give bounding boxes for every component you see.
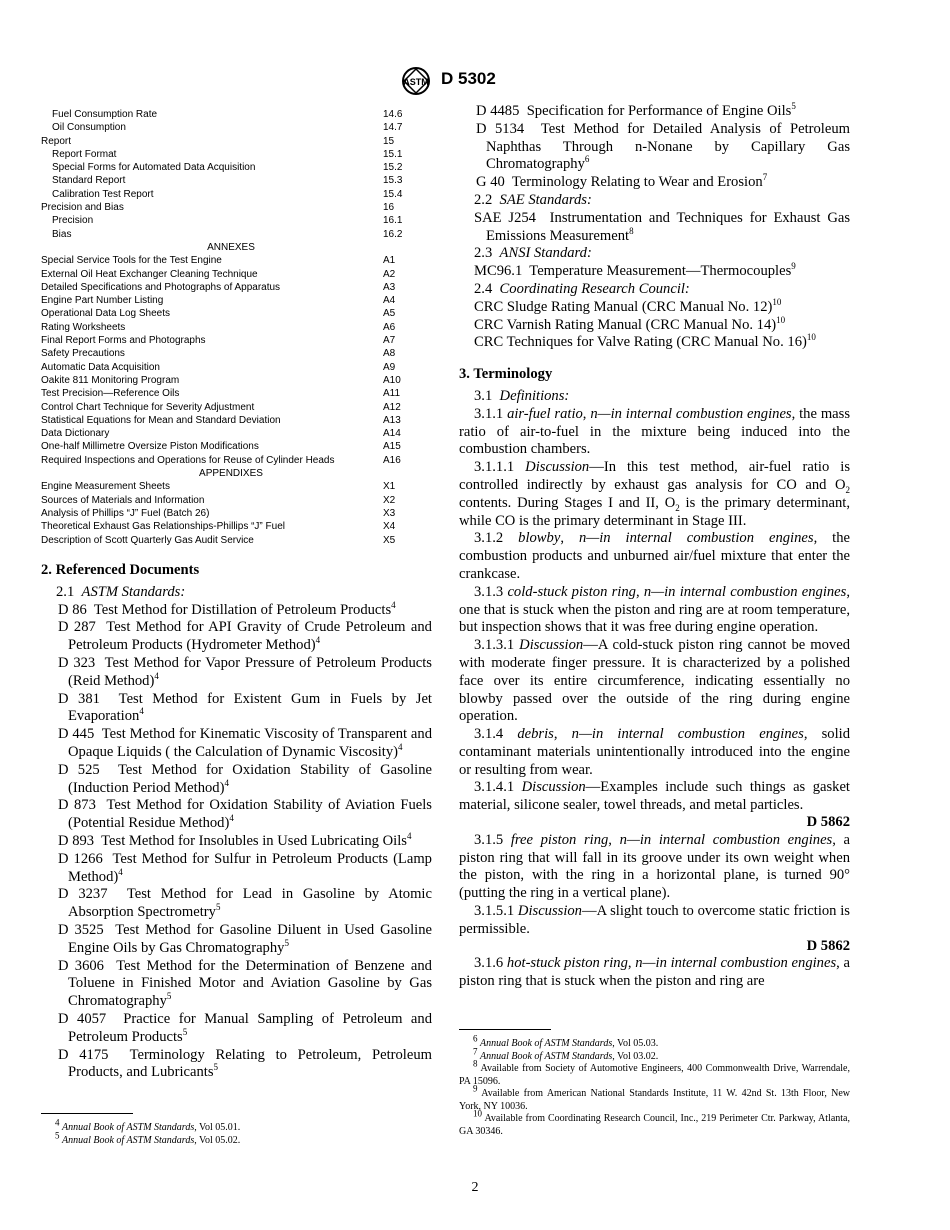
toc-label: APPENDIXES bbox=[199, 468, 263, 480]
footnote-text: Available from American National Standards Institute, 11 W. 42nd St. 13th Floor, New York, NY 10036. bbox=[459, 1088, 850, 1112]
toc-row bbox=[41, 507, 421, 520]
toc-number: 16.2 bbox=[383, 228, 403, 240]
reference-title: Test Method for Detailed Analysis of Petroleum Naphthas Through n-Nonane by Capillary Gas Chromatography bbox=[486, 120, 850, 173]
definition-paragraph bbox=[459, 637, 850, 726]
definition-text: , the mass ratio of air-to-fuel in the mixture being induced into the combustion chambers. bbox=[459, 405, 851, 458]
toc-number: 14.6 bbox=[383, 109, 403, 120]
footnote-mark: 5 bbox=[791, 101, 796, 112]
footnote-mark: 5 bbox=[182, 1026, 188, 1037]
reference-title: Practice for Manual Sampling of Petroleum and Petroleum Products bbox=[68, 1010, 433, 1045]
toc-row bbox=[41, 454, 421, 467]
toc-number: A1 bbox=[383, 255, 396, 267]
footnote-text: Annual Book of ASTM Standards bbox=[62, 1122, 195, 1133]
toc-number: A8 bbox=[383, 348, 396, 360]
toc-row bbox=[41, 480, 421, 493]
footnote-text: Available from Coordinating Research Council, Inc., 219 Perimeter Ctr. Parkway, Atlanta, GA 30346. bbox=[459, 1113, 850, 1137]
toc-label: Standard Report bbox=[52, 175, 126, 187]
paragraph-number: 3.1.3.1 bbox=[474, 637, 515, 654]
toc-number: 15.2 bbox=[383, 162, 403, 174]
toc-number: A6 bbox=[383, 321, 396, 333]
toc-row bbox=[41, 188, 421, 201]
reference-title: Test Method for API Gravity of Crude Petroleum and Petroleum Products (Hydrometer Method) bbox=[68, 619, 432, 654]
reference-title: Specification for Performance of Engine Oils bbox=[526, 103, 792, 119]
subsection-heading-ansi: 2.3 ANSI Standard: bbox=[474, 245, 592, 262]
toc-label: One-half Millimetre Oversize Piston Modifications bbox=[41, 441, 259, 453]
footnote-mark: 5 bbox=[284, 937, 289, 948]
section-title-terminology: 3. Terminology bbox=[459, 366, 553, 383]
toc-number: X2 bbox=[383, 494, 396, 506]
term-qualifier: , n—in internal combustion engines bbox=[582, 405, 792, 422]
toc-label: External Oil Heat Exchanger Cleaning Technique bbox=[41, 268, 258, 280]
toc-label: Test Precision—Reference Oils bbox=[41, 388, 180, 400]
reference-list-continued bbox=[459, 103, 850, 192]
definition-paragraph bbox=[459, 530, 850, 583]
reference-item bbox=[41, 691, 432, 727]
toc-number: A16 bbox=[383, 454, 401, 466]
crc-item bbox=[459, 334, 850, 352]
toc-number: A10 bbox=[383, 374, 401, 386]
toc-label: Report Format bbox=[52, 148, 117, 160]
definition-paragraph bbox=[459, 903, 850, 939]
toc-label: Oakite 811 Monitoring Program bbox=[41, 374, 180, 386]
definition-text: , a piston ring that is stuck when the piston and ring are bbox=[459, 955, 850, 990]
toc-row bbox=[41, 374, 421, 387]
toc-label: Calibration Test Report bbox=[52, 188, 154, 200]
paragraph-number: 3.1.3 bbox=[474, 583, 504, 600]
definitions-heading: 3.1 Definitions: bbox=[474, 387, 570, 404]
paragraph-number: 3.1.2 bbox=[474, 530, 504, 547]
toc-label: Special Service Tools for the Test Engine bbox=[41, 255, 222, 267]
astm-logo-icon bbox=[399, 66, 433, 96]
toc-number: A12 bbox=[383, 401, 401, 413]
definition-paragraph bbox=[459, 726, 850, 779]
right-column bbox=[459, 103, 850, 991]
reference-code: D 4485 bbox=[476, 103, 520, 119]
toc-label: Statistical Equations for Mean and Standard Deviation bbox=[41, 414, 281, 426]
toc-row bbox=[41, 387, 421, 400]
reference-code: D 1266 bbox=[58, 850, 103, 867]
crc-title: CRC Varnish Rating Manual (CRC Manual No. 14) bbox=[474, 316, 777, 333]
toc-label: Final Report Forms and Photographs bbox=[41, 335, 206, 347]
crc-item bbox=[459, 296, 850, 317]
toc-row bbox=[41, 334, 421, 347]
toc-label: Required Inspections and Operations for Reuse of Cylinder Heads bbox=[41, 454, 335, 466]
footnote bbox=[459, 1108, 850, 1138]
footnote-tail: , Vol 03.02. bbox=[612, 1050, 659, 1062]
toc-number: A9 bbox=[383, 361, 396, 373]
footnote-number: 10 bbox=[473, 1108, 482, 1119]
toc-label: Oil Consumption bbox=[52, 122, 126, 134]
toc-row bbox=[41, 321, 421, 334]
toc-label: Sources of Materials and Information bbox=[41, 494, 205, 506]
paragraph-number: 3.1.1 bbox=[474, 405, 504, 422]
toc-number: A11 bbox=[383, 388, 401, 400]
reference-item bbox=[41, 619, 432, 655]
discussion-label: Discussion bbox=[517, 903, 582, 920]
reference-title: Test Method for Existent Gum in Fuels by Jet Evaporation bbox=[68, 690, 432, 725]
reference-code: D 873 bbox=[58, 797, 96, 814]
reference-title: Test Method for Oxidation Stability of Aviation Fuels (Potential Residue Method) bbox=[68, 797, 432, 832]
svg-text:ASTM: ASTM bbox=[403, 77, 429, 87]
footnote-mark: 6 bbox=[584, 154, 590, 165]
toc-row bbox=[41, 520, 421, 533]
toc-number: A4 bbox=[383, 295, 396, 307]
footnote-text: Annual Book of ASTM Standards bbox=[62, 1134, 195, 1146]
discussion-label: Discussion bbox=[519, 637, 584, 654]
reference-code: D 323 bbox=[58, 654, 96, 671]
footnote-mark: 5 bbox=[215, 902, 221, 913]
footnote-number: 8 bbox=[473, 1058, 478, 1069]
definitions-list bbox=[459, 406, 850, 991]
footnote-tail: , Vol 05.02. bbox=[194, 1134, 241, 1146]
reference-item bbox=[41, 958, 432, 1011]
footnote-mark: 4 bbox=[224, 777, 229, 788]
reference-code: D 5134 bbox=[476, 120, 525, 137]
reference-code: D 893 bbox=[58, 832, 95, 849]
reference-code: D 86 bbox=[58, 601, 87, 618]
footnote-number: 5 bbox=[55, 1130, 60, 1141]
footnote-tail: , Vol 05.01. bbox=[194, 1122, 241, 1133]
footnote bbox=[459, 1058, 850, 1088]
footnote-mark: 5 bbox=[166, 991, 172, 1002]
discussion-label: Discussion bbox=[525, 459, 590, 476]
definition-paragraph bbox=[459, 955, 850, 991]
toc-label: Analysis of Phillips “J” Fuel (Batch 26) bbox=[41, 507, 210, 519]
toc-label: Engine Measurement Sheets bbox=[41, 481, 170, 493]
ansi-reference: MC96.1 Temperature Measurement—Thermocouples$^9$ bbox=[474, 261, 796, 280]
toc-row bbox=[41, 121, 421, 134]
crc-title: CRC Sludge Rating Manual (CRC Manual No. 12) bbox=[474, 298, 773, 315]
reference-code: D 4175 bbox=[58, 1046, 109, 1063]
reference-item bbox=[41, 726, 432, 762]
toc-label: Rating Worksheets bbox=[41, 321, 126, 333]
toc-heading bbox=[41, 467, 421, 480]
toc-number: 16 bbox=[383, 202, 395, 214]
reference-title: Test Method for Vapor Pressure of Petroleum Products (Reid Method) bbox=[68, 654, 432, 689]
toc-label: Data Dictionary bbox=[41, 428, 110, 440]
paragraph-number: 3.1.4 bbox=[474, 726, 504, 743]
toc-row bbox=[41, 440, 421, 453]
definition-paragraph bbox=[459, 832, 850, 903]
toc-row bbox=[41, 347, 421, 360]
reference-item bbox=[41, 851, 432, 887]
toc-row bbox=[41, 135, 421, 148]
subsection-heading: 2.1 ASTM Standards: bbox=[56, 583, 186, 600]
footnote-mark: 4 bbox=[154, 670, 159, 681]
toc-label: Bias bbox=[52, 228, 72, 240]
footnote bbox=[41, 1130, 432, 1148]
toc-label: Engine Part Number Listing bbox=[41, 295, 164, 307]
reference-code: D 3237 bbox=[58, 886, 108, 903]
reference-item bbox=[41, 797, 432, 833]
term-qualifier: , n—in internal combustion engines bbox=[553, 726, 804, 743]
definition-text: , solid contaminant materials unintentionally introduced into the engine or resulting from wear. bbox=[459, 726, 850, 778]
toc-label: Control Chart Technique for Severity Adjustment bbox=[41, 401, 255, 413]
toc-number: 16.1 bbox=[383, 215, 403, 227]
toc-number: 15 bbox=[383, 135, 395, 147]
toc-number: X4 bbox=[383, 521, 396, 533]
footnote-mark: 4 bbox=[391, 599, 396, 610]
crc-reference-list bbox=[459, 296, 850, 352]
document-id: D 5302 bbox=[441, 69, 496, 88]
defined-term: cold-stuck piston ring bbox=[507, 583, 636, 600]
defined-term: blowby bbox=[518, 530, 561, 547]
toc-row bbox=[41, 294, 421, 307]
footnote bbox=[459, 1046, 850, 1064]
sae-reference: SAE J254 Instrumentation and Techniques for Exhaust Gas Emissions Measurement$^8$ bbox=[474, 209, 851, 244]
footnote-mark: 4 bbox=[397, 742, 403, 753]
footnote-text: Available from Society of Automotive Engineers, 400 Commonwealth Drive, Warrendale, PA 15096. bbox=[459, 1063, 850, 1087]
definition-paragraph bbox=[459, 459, 850, 530]
toc-row bbox=[41, 361, 421, 374]
left-column bbox=[41, 556, 432, 1082]
reference-item bbox=[41, 886, 432, 922]
toc-label: ANNEXES bbox=[207, 241, 255, 253]
reference-item bbox=[41, 1047, 432, 1083]
paragraph-number: 3.1.5 bbox=[474, 831, 504, 848]
definition-text: , a piston ring that will fall in its groove under its own weight when the piston, with the ring in a horizontal plane, is turned 90° (putting the ring in a vertical plane). bbox=[459, 831, 851, 902]
term-qualifier: , n—in internal combustion engines bbox=[560, 530, 814, 547]
toc-row bbox=[41, 401, 421, 414]
reference-code: D 3606 bbox=[58, 957, 104, 974]
reference-code: D 445 bbox=[58, 726, 95, 743]
subsection-heading-sae: 2.2 SAE Standards: bbox=[474, 191, 592, 208]
reference-item bbox=[459, 103, 850, 121]
toc-row bbox=[41, 427, 421, 440]
reference-code: D 381 bbox=[58, 690, 100, 707]
toc-number: A3 bbox=[383, 281, 396, 293]
footnote-mark: 4 bbox=[315, 635, 321, 646]
term-qualifier: , n—in internal combustion engines bbox=[608, 831, 833, 848]
toc-label: Report bbox=[41, 135, 72, 147]
toc-row bbox=[41, 414, 421, 427]
reference-item bbox=[41, 833, 432, 851]
paragraph-number: 3.1.1.1 bbox=[474, 459, 515, 476]
toc-label: Safety Precautions bbox=[41, 348, 125, 360]
toc-number: 15.4 bbox=[383, 188, 403, 200]
toc-row bbox=[41, 494, 421, 507]
toc-row bbox=[41, 228, 421, 241]
discussion-text: —In this test method, air-fuel ratio is controlled indirectly by exhaust gas analysis for CO and $O_2$ contents. During Stages I and II, $O_2$ is the primary determinant, while CO is the primary determinant in Stage III. bbox=[459, 459, 850, 529]
reference-title: Test Method for the Determination of Benzene and Toluene in Finished Motor and Aviation Gasoline by Gas Chromatography bbox=[68, 957, 432, 1010]
toc-number: A5 bbox=[383, 308, 396, 320]
footnote-number: 9 bbox=[473, 1083, 478, 1094]
definition-paragraph bbox=[459, 584, 850, 637]
toc-number: X5 bbox=[383, 534, 396, 546]
footnote-number: 7 bbox=[473, 1046, 478, 1057]
crc-item bbox=[459, 314, 850, 335]
footnote-number: 4 bbox=[55, 1117, 60, 1128]
paragraph-number: 3.1.5.1 bbox=[474, 903, 515, 920]
toc-label: Description of Scott Quarterly Gas Audit Service bbox=[41, 534, 254, 546]
crc-title: CRC Techniques for Valve Rating (CRC Manual No. 16) bbox=[474, 334, 807, 351]
term-qualifier: , n—in internal combustion engines bbox=[635, 583, 847, 600]
footnote-text: Annual Book of ASTM Standards bbox=[480, 1038, 613, 1049]
reference-title: Test Method for Distillation of Petroleum Products bbox=[93, 601, 392, 618]
toc-row bbox=[41, 268, 421, 281]
paragraph-number: 3.1.4.1 bbox=[474, 779, 515, 796]
reference-item bbox=[41, 655, 432, 691]
footnote-mark: 4 bbox=[229, 813, 234, 824]
reference-code: D 4057 bbox=[58, 1010, 107, 1027]
toc-row bbox=[41, 307, 421, 320]
toc-label: Precision and Bias bbox=[41, 202, 124, 214]
footnote-divider-right bbox=[459, 1029, 551, 1030]
reference-title: Test Method for Oxidation Stability of Gasoline (Induction Period Method) bbox=[68, 761, 432, 796]
subsection-heading-crc: 2.4 Coordinating Research Council: bbox=[474, 280, 690, 297]
reference-title: Test Method for Kinematic Viscosity of Transparent and Opaque Liquids ( the Calculation of Dynamic Viscosity) bbox=[68, 726, 432, 760]
reference-code: G 40 bbox=[476, 174, 505, 191]
reference-item bbox=[41, 599, 432, 620]
toc-label: Operational Data Log Sheets bbox=[41, 308, 170, 320]
reference-code: D 3525 bbox=[58, 921, 104, 938]
toc-label: Special Forms for Automated Data Acquisition bbox=[52, 162, 256, 174]
footnotes-right bbox=[459, 1033, 850, 1138]
defined-term: debris bbox=[517, 726, 554, 743]
toc-number: 15.1 bbox=[383, 148, 403, 160]
discussion-text: —Examples include such things as gasket material, silicone sealer, towel threads, and metal particles. bbox=[459, 779, 850, 814]
footnote bbox=[459, 1083, 850, 1113]
footnote-mark: 4 bbox=[139, 706, 144, 717]
definition-text: , one that is stuck when the piston and ring are at room temperature, but inspection shows that it was free during engine operation. bbox=[459, 583, 850, 636]
toc-label: Theoretical Exhaust Gas Relationships-Phillips “J” Fuel bbox=[41, 521, 285, 533]
reference-code: D 525 bbox=[58, 761, 100, 778]
reference-title: Test Method for Insolubles in Used Lubricating Oils bbox=[101, 832, 407, 849]
toc-number: A13 bbox=[383, 414, 401, 426]
source-reference: D 5862 bbox=[806, 814, 850, 831]
toc-row bbox=[41, 254, 421, 267]
toc-number: 15.3 bbox=[383, 175, 403, 187]
section-title: 2. Referenced Documents bbox=[41, 562, 200, 578]
toc-label: Automatic Data Acquisition bbox=[41, 361, 160, 373]
toc-number: A14 bbox=[383, 428, 401, 440]
discussion-label: Discussion bbox=[521, 779, 586, 796]
toc-heading bbox=[41, 241, 421, 254]
toc-label: Detailed Specifications and Photographs of Apparatus bbox=[41, 281, 281, 293]
definition-text: , the combustion products and unburned air/fuel mixture that enter the crankcase. bbox=[459, 530, 851, 582]
definition-paragraph bbox=[459, 406, 850, 459]
reference-list bbox=[41, 599, 433, 1083]
reference-title: Test Method for Gasoline Diluent in Used Gasoline Engine Oils by Gas Chromatography bbox=[68, 921, 432, 956]
toc-label: Fuel Consumption Rate bbox=[52, 109, 158, 120]
toc-number: A2 bbox=[383, 268, 396, 280]
toc-row bbox=[41, 161, 421, 174]
footnote-mark: 10 bbox=[806, 332, 816, 343]
reference-item bbox=[459, 121, 850, 174]
toc-number: 14.7 bbox=[383, 122, 403, 134]
toc-row bbox=[41, 201, 421, 214]
toc-row bbox=[41, 281, 421, 294]
toc-row bbox=[41, 534, 421, 547]
toc-label: Precision bbox=[52, 215, 94, 227]
footnote-number: 6 bbox=[473, 1033, 478, 1044]
defined-term: hot-stuck piston ring bbox=[506, 955, 628, 972]
toc-row bbox=[41, 214, 421, 227]
paragraph-number: 3.1.6 bbox=[474, 955, 504, 972]
reference-title: Terminology Relating to Wear and Erosion bbox=[511, 174, 763, 191]
reference-item bbox=[41, 922, 432, 958]
reference-code: D 287 bbox=[58, 619, 96, 636]
source-reference: D 5862 bbox=[806, 937, 850, 954]
defined-term: free piston ring bbox=[510, 831, 609, 848]
footnote-text: Annual Book of ASTM Standards bbox=[480, 1050, 613, 1062]
footnote-mark: 10 bbox=[772, 296, 782, 307]
discussion-text: —A cold-stuck piston ring cannot be moved with moderate finger pressure. It is characterized by a polished face over its entire circumference, indicating essentially no blowby passed over the outside of the ring during engine operation. bbox=[459, 637, 850, 725]
toc-row bbox=[41, 148, 421, 161]
page-header bbox=[0, 66, 950, 96]
toc-row bbox=[41, 174, 421, 187]
reference-item bbox=[41, 762, 432, 798]
toc-number: A7 bbox=[383, 335, 396, 347]
footnote-mark: 5 bbox=[213, 1062, 219, 1073]
table-of-contents bbox=[41, 108, 421, 547]
page-number: 2 bbox=[471, 1180, 479, 1195]
footnote-mark: 7 bbox=[762, 172, 768, 183]
reference-item bbox=[41, 1011, 432, 1047]
reference-title: Terminology Relating to Petroleum, Petroleum Products, and Lubricants bbox=[68, 1046, 432, 1081]
footnotes-left bbox=[41, 1117, 432, 1147]
term-qualifier: , n—in internal combustion engines bbox=[627, 955, 837, 972]
reference-item bbox=[459, 174, 850, 192]
footnote-mark: 4 bbox=[118, 866, 123, 877]
footnote bbox=[41, 1117, 432, 1135]
reference-title: Test Method for Lead in Gasoline by Atomic Absorption Spectrometry bbox=[68, 886, 432, 921]
toc-number: X3 bbox=[383, 507, 396, 519]
definition-paragraph bbox=[459, 779, 850, 815]
footnote-mark: 10 bbox=[776, 314, 786, 325]
toc-number: A15 bbox=[383, 441, 401, 453]
reference-title: Test Method for Sulfur in Petroleum Products (Lamp Method) bbox=[68, 850, 432, 885]
footnote bbox=[459, 1033, 850, 1051]
footnote-tail: , Vol 05.03. bbox=[612, 1038, 659, 1049]
footnote-mark: 4 bbox=[406, 831, 412, 842]
defined-term: air-fuel ratio bbox=[507, 405, 583, 422]
toc-number: X1 bbox=[383, 481, 396, 493]
toc-row bbox=[41, 108, 421, 121]
discussion-text: —A slight touch to overcome static friction is permissible. bbox=[459, 903, 850, 937]
footnote-divider bbox=[41, 1113, 133, 1114]
